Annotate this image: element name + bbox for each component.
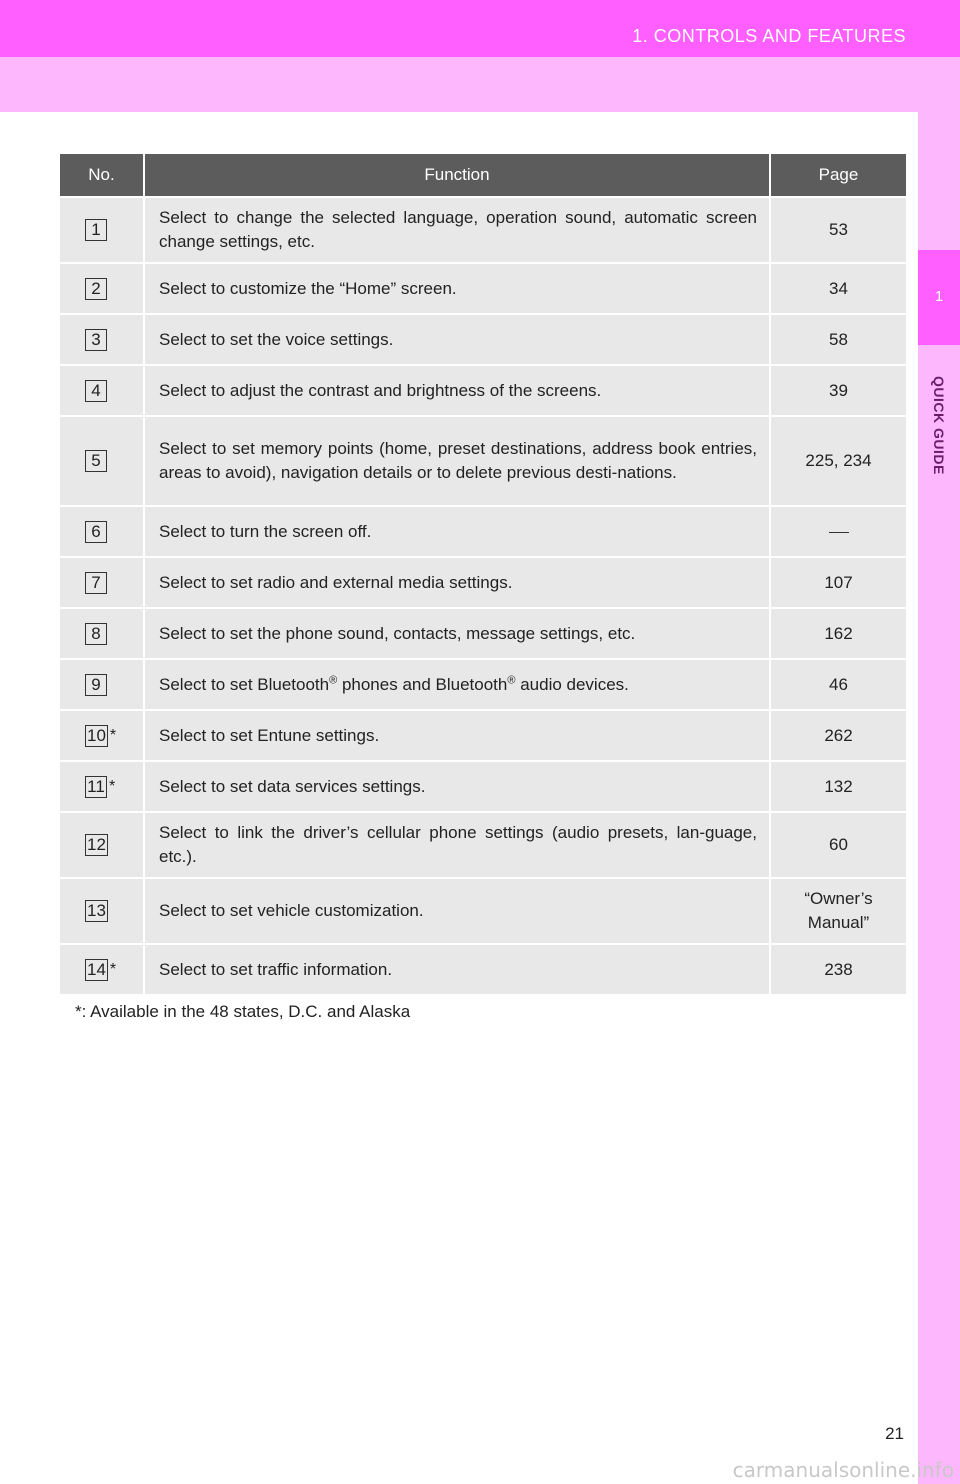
function-cell: Select to set traffic information. <box>144 944 770 994</box>
dash-mark <box>829 532 849 533</box>
table-row <box>60 878 906 944</box>
function-cell: Select to set data services settings. <box>144 761 770 812</box>
availability-mark: * <box>109 726 117 744</box>
function-cell: Select to set memory points (home, preset destinations, address book entries, areas to avoid), navigation details or to delete previous desti-nations. <box>144 416 770 506</box>
availability-mark: * <box>109 960 117 978</box>
table-header-row <box>60 154 906 197</box>
table-row <box>60 812 906 878</box>
function-cell: Select to adjust the contrast and brightness of the screens. <box>144 365 770 416</box>
function-cell: Select to set the voice settings. <box>144 314 770 365</box>
page-cell: 132 <box>770 761 906 812</box>
number-box: 5 <box>85 450 107 472</box>
number-box: 13 <box>87 901 106 921</box>
function-cell: Select to turn the screen off. <box>144 506 770 557</box>
number-box: 14 <box>87 959 106 979</box>
table-row <box>60 365 906 416</box>
function-table <box>60 154 906 994</box>
page-cell: 46 <box>770 659 906 710</box>
page-cell: 225, 234 <box>770 416 906 506</box>
number-box: 8 <box>85 623 107 645</box>
function-cell: Select to set the phone sound, contacts, message settings, etc. <box>144 608 770 659</box>
table-row <box>60 506 906 557</box>
header-no: No. <box>60 154 144 197</box>
function-cell: Select to set Entune settings. <box>144 710 770 761</box>
page-cell: “Owner’s Manual” <box>770 878 906 944</box>
page-cell: 162 <box>770 608 906 659</box>
table-row <box>60 944 906 994</box>
chapter-tab-number: 1 <box>934 288 944 305</box>
table-row <box>60 197 906 263</box>
number-box: 10 <box>87 725 106 745</box>
page-number: 21 <box>885 1424 904 1443</box>
number-box: 11 <box>85 776 107 798</box>
number-box: 2 <box>85 278 107 300</box>
page-cell: 107 <box>770 557 906 608</box>
table-row <box>60 416 906 506</box>
function-cell: Select to set radio and external media settings. <box>144 557 770 608</box>
page-cell: 238 <box>770 944 906 994</box>
number-box: 6 <box>85 521 107 543</box>
function-cell: Select to set Bluetooth® phones and Bluetooth® audio devices. <box>144 659 770 710</box>
number-box: 7 <box>85 572 107 594</box>
availability-mark: * <box>109 777 116 795</box>
table-row <box>60 557 906 608</box>
footnote: *: Available in the 48 states, D.C. and Alaska <box>75 1002 411 1021</box>
page-cell: 58 <box>770 314 906 365</box>
table-row <box>60 608 906 659</box>
number-box: 4 <box>85 380 107 402</box>
page-cell: 34 <box>770 263 906 314</box>
header-bar <box>0 0 960 57</box>
table-row <box>60 710 906 761</box>
page-cell <box>770 506 906 557</box>
watermark: carmanualsonline.info <box>732 1458 954 1482</box>
header-function: Function <box>144 154 770 197</box>
function-cell: Select to set vehicle customization. <box>144 878 770 944</box>
table-row <box>60 659 906 710</box>
number-box: 1 <box>85 219 107 241</box>
number-box: 9 <box>85 674 107 696</box>
header-page: Page <box>770 154 906 197</box>
table-row <box>60 761 906 812</box>
number-box: 3 <box>85 329 107 351</box>
function-cell: Select to link the driver’s cellular phone settings (audio presets, lan-guage, etc.). <box>144 812 770 878</box>
function-cell: Select to customize the “Home” screen. <box>144 263 770 314</box>
page-cell: 53 <box>770 197 906 263</box>
number-box: 12 <box>87 835 106 855</box>
page-cell: 262 <box>770 710 906 761</box>
function-cell: Select to change the selected language, operation sound, automatic screen change settings, etc. <box>144 197 770 263</box>
section-title: 1. CONTROLS AND FEATURES <box>632 26 906 46</box>
table-row <box>60 314 906 365</box>
chapter-tab-label: QUICK GUIDE <box>931 376 947 475</box>
table-row <box>60 263 906 314</box>
page-cell: 39 <box>770 365 906 416</box>
page-cell: 60 <box>770 812 906 878</box>
